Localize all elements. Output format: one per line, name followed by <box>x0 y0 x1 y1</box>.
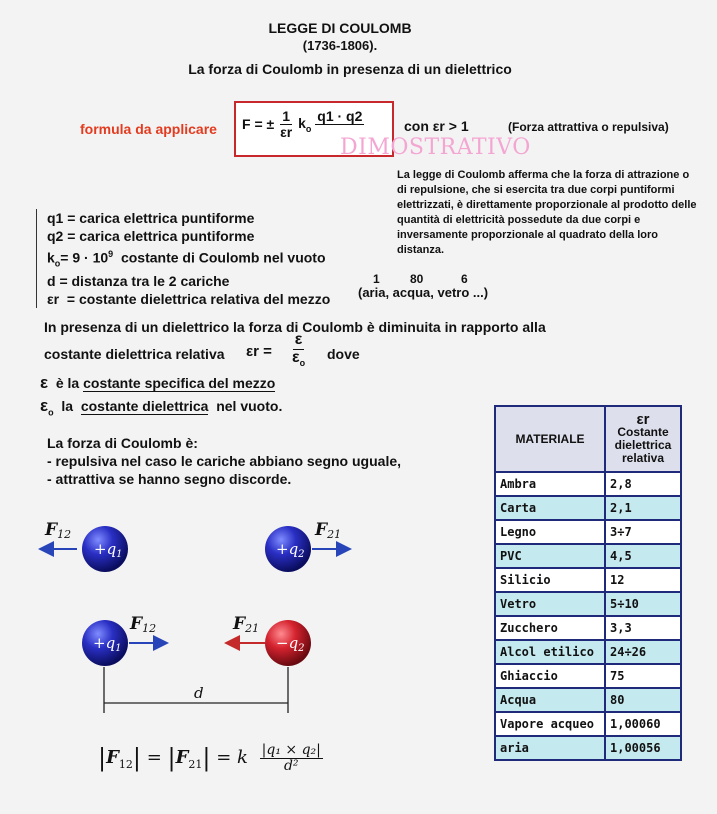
example-value-aria: 1 <box>373 272 380 286</box>
coulomb-vector-formula: $|F_{12}| = |F_{21}| = k$ $\frac{\text{|q₁ × q₂|}}{\text{d²}}$ <box>98 742 321 774</box>
dielectric-line2: costante dielettrica relativa <box>44 346 225 362</box>
page-years: (1736-1806). <box>302 38 378 53</box>
table-header-material: MATERIALE <box>495 406 605 472</box>
watermark-text: DIMOSTRATIVO <box>340 135 531 160</box>
def-er: εr = costante dielettrica relativa del mezzo <box>47 291 331 308</box>
dielectric-er-eq: εr = <box>246 343 272 360</box>
force-f21-top-label: F21 <box>315 520 342 541</box>
example-value-vetro: 6 <box>461 272 468 286</box>
table-row: aria 1,00056 <box>495 736 681 760</box>
formula-fraction-2: q1 · q2 <box>317 108 363 124</box>
definitions-list <box>36 209 330 308</box>
table-header-constant: εr Costante dielettrica relativa <box>605 406 681 472</box>
example-value-acqua: 80 <box>410 272 424 286</box>
table-row: Ambra 2,8 <box>495 472 681 496</box>
def-q2: q2 = carica elettrica puntiforme <box>47 228 255 244</box>
force-repulsive: - repulsiva nel caso le cariche abbiano segno uguale, <box>47 453 402 469</box>
table-row: Zucchero 3,3 <box>495 616 681 640</box>
table-row: Vetro 5÷10 <box>495 592 681 616</box>
table-row: PVC 4,5 <box>495 544 681 568</box>
force-title: La forza di Coulomb è: <box>47 435 198 451</box>
eps-definition: ε è la costante specifica del mezzo <box>40 373 276 392</box>
formula-condition: con εr > 1 <box>404 118 469 134</box>
dielectric-dove: dove <box>327 346 360 362</box>
table-row: Ghiaccio 75 <box>495 664 681 688</box>
force-f21-bottom-label: F21 <box>233 614 260 635</box>
table-row: Acqua 80 <box>495 688 681 712</box>
charge-q2-bottom-label: $-q_2$ <box>276 634 305 654</box>
distance-label: d <box>194 684 204 702</box>
eps0-definition: $\varepsilon_o$ la costante dielettrica nel vuoto. <box>40 396 283 418</box>
table-row: Alcol etilico 24÷26 <box>495 640 681 664</box>
coulomb-description: La legge di Coulomb afferma che la forza di attrazione o di repulsione, che si esercita tra due corpi puntiformi elettrizzati, è direttamente proporzionale al prodotto delle quantità di elettricità possedute da due corpi e inversamente proporzionale al quadrato della loro distanza. <box>397 169 697 256</box>
formula-note: (Forza attrattiva o repulsiva) <box>508 120 669 134</box>
examples-text: (aria, acqua, vetro ...) <box>358 285 489 300</box>
table-row: Silicio 12 <box>495 568 681 592</box>
force-f12-bottom-label: F12 <box>130 614 157 635</box>
dielectric-line1: In presenza di un dielettrico la forza di Coulomb è diminuita in rapporto alla <box>44 319 546 335</box>
page-title: LEGGE DI COULOMB <box>268 20 412 36</box>
force-attractive: - attrattiva se hanno segno discorde. <box>47 471 292 487</box>
dielectric-fraction: $\frac{\varepsilon}{\varepsilon_o}$ <box>292 331 306 368</box>
page-subtitle: La forza di Coulomb in presenza di un dielettrico <box>188 61 512 77</box>
def-k0: $k_o= 9 \cdot 10^9$ costante di Coulomb nel vuoto <box>47 249 326 269</box>
table-row: Legno 3÷7 <box>495 520 681 544</box>
def-d: d = distanza tra le 2 cariche <box>47 273 230 290</box>
charge-q1-top-label: $+q_1$ <box>94 540 123 560</box>
dielectric-table <box>494 405 682 761</box>
formula-k0: $k_o$ <box>298 114 312 134</box>
charge-q2-top-label: $+q_2$ <box>276 540 305 560</box>
table-row: Vapore acqueo 1,00060 <box>495 712 681 736</box>
formula-fraction-1: $\frac{1}{\varepsilon r}$ <box>280 108 293 140</box>
def-q1: q1 = carica elettrica puntiforme <box>47 210 255 226</box>
force-f12-top-label: F12 <box>45 520 72 541</box>
formula-lhs: F = ± <box>242 116 275 133</box>
charges-diagram <box>30 505 380 720</box>
table-row: Carta 2,1 <box>495 496 681 520</box>
formula-label: formula da applicare <box>80 121 217 137</box>
charge-q1-bottom-label: $+q_1$ <box>93 634 122 654</box>
